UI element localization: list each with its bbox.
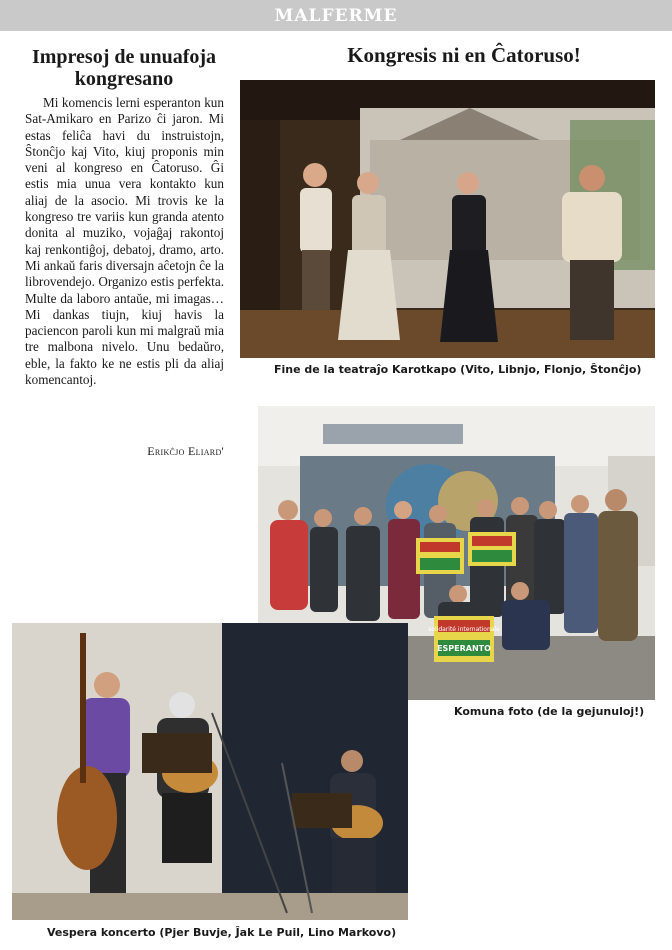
left-article-body: Mi komencis lerni esperanton kun Sat-Amikaro en Parizo ĉi jaron. Mi estas feliĉa havi du instruistojn, Ŝtonĉjo kaj Vito, kiuj proponis min veni al kongreso en Ĉatoruso. Ĝi estis mia unua vera kontakto kun aliaj de la asocio. Mi trovis ke la kongreso tre variis kun granda atento donita al muziko, vojaĝaj rakontoj kaj renkontiĝoj, debatoj, dramo, arto. Mi ankaŭ faris diversajn aĉetojn ĉe la librovendejo. Organizo estis perfekta. Multe da laboro antaŭe, mi imagas… Mi dankas tiujn, kiuj havis la paciencon paroli kun mi malgraŭ mia tre malbona nivelo. Unu bedaŭro, eble, la fakto ke ne estis pli da aliaj komencantoj.	[25, 95, 224, 388]
concert-photo-caption: Vespera koncerto (Pjer Buvje, Ĵak Le Puil, Lino Markovo)	[47, 926, 397, 939]
concert-photo	[12, 623, 408, 920]
section-header	[0, 0, 672, 31]
sign-text-top: solidarité internationale	[428, 626, 500, 633]
left-article-title: Impresoj de unuafoja kongresano	[31, 46, 217, 90]
article-author: Erikĉjo Eliard'	[147, 444, 224, 458]
group-photo-caption: Komuna foto (de la gejunuloj!)	[454, 705, 645, 718]
theater-photo-caption: Fine de la teatraĵo Karotkapo (Vito, Libnjo, Flonjo, Ŝtonĉjo)	[274, 363, 642, 376]
theater-photo	[240, 80, 655, 358]
right-article-title: Kongresis ni en Ĉatoruso!	[347, 43, 581, 67]
section-title: MALFERME	[274, 5, 398, 26]
sign-text-bottom: ESPERANTO	[437, 644, 491, 653]
